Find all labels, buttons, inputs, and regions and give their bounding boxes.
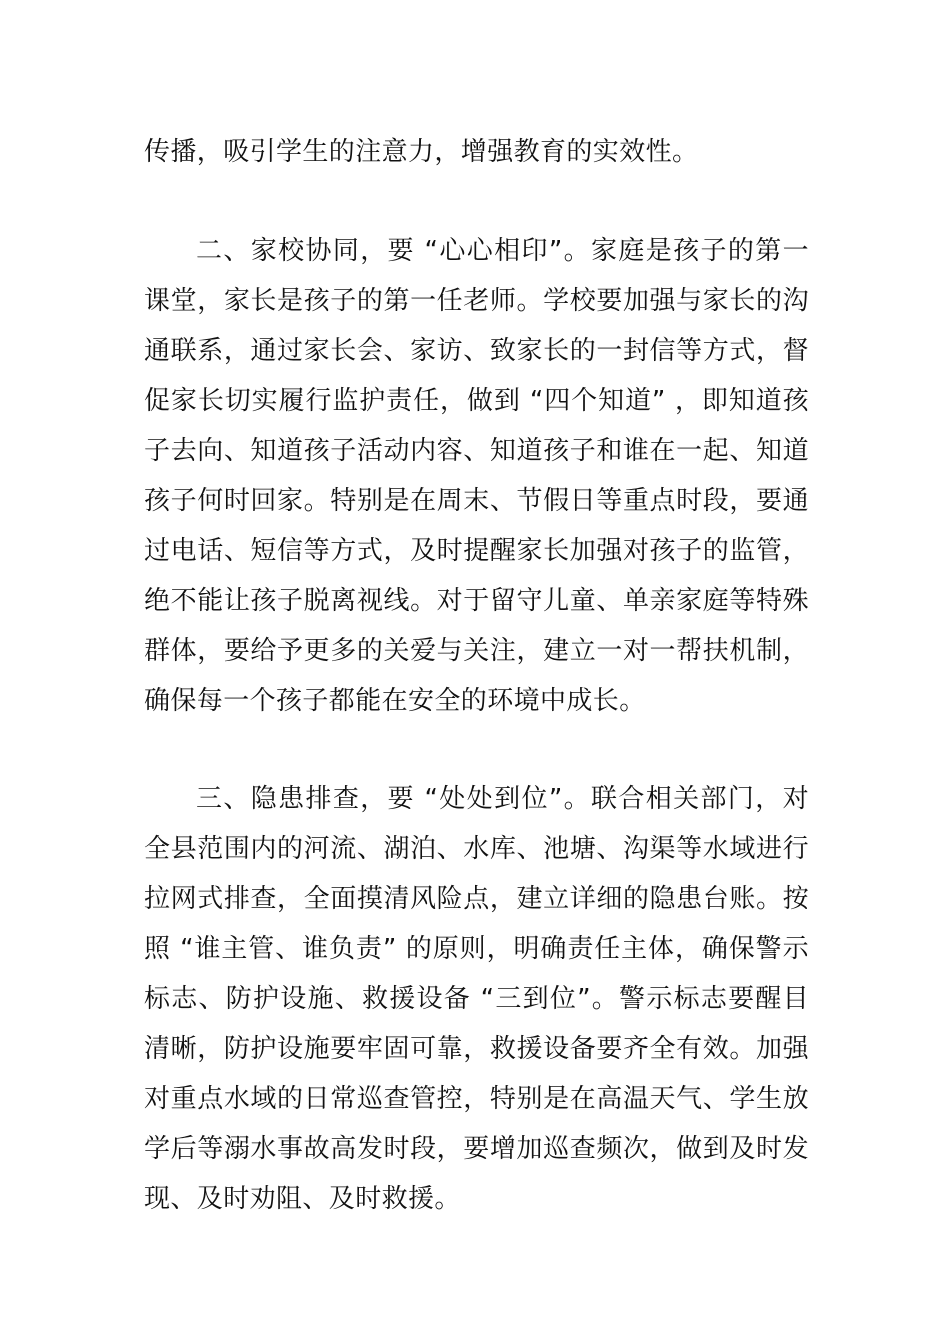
- paragraph-continuation: [144, 127, 809, 177]
- text-line: 课堂，家长是孩子的第一任老师。学校要加强与家长的沟: [144, 286, 809, 316]
- text-line: 子去向、知道孩子活动内容、知道孩子和谁在一起、知道: [144, 436, 809, 466]
- text-line: 三、隐患排查，要 “处处到位”。联合相关部门，对: [196, 784, 809, 814]
- text-line: 确保每一个孩子都能在安全的环境中成长。: [144, 686, 646, 716]
- text-line: 拉网式排查，全面摸清风险点，建立详细的隐患台账。按: [144, 884, 809, 914]
- paragraph-home-school-cooperation: [144, 226, 809, 726]
- text-line: 标志、防护设施、救援设备 “三到位”。警示标志要醒目: [144, 984, 809, 1014]
- text-line: 对重点水域的日常巡查管控，特别是在高温天气、学生放: [144, 1084, 809, 1114]
- text-line: 传播，吸引学生的注意力，增强教育的实效性。: [144, 137, 699, 167]
- text-line: 二、家校协同，要 “心心相印”。家庭是孩子的第一: [196, 236, 809, 266]
- text-line: 孩子何时回家。特别是在周末、节假日等重点时段，要通: [144, 486, 809, 516]
- text-line: 通联系，通过家长会、家访、致家长的一封信等方式，督: [144, 336, 809, 366]
- text-line: 过电话、短信等方式，及时提醒家长加强对孩子的监管，: [144, 536, 809, 566]
- text-line: 群体，要给予更多的关爱与关注，建立一对一帮扶机制，: [144, 636, 809, 666]
- text-line: 学后等溺水事故高发时段，要增加巡查频次，做到及时发: [144, 1134, 809, 1164]
- text-line: 全县范围内的河流、湖泊、水库、池塘、沟渠等水域进行: [144, 834, 809, 864]
- text-line: 清晰，防护设施要牢固可靠，救援设备要齐全有效。加强: [144, 1034, 809, 1064]
- text-line: 照 “谁主管、谁负责” 的原则，明确责任主体，确保警示: [144, 934, 809, 964]
- paragraph-hazard-inspection: [144, 774, 809, 1224]
- text-line: 促家长切实履行监护责任，做到 “四个知道” ，即知道孩: [144, 386, 809, 416]
- text-line: 绝不能让孩子脱离视线。对于留守儿童、单亲家庭等特殊: [144, 586, 809, 616]
- text-line: 现、及时劝阻、及时救援。: [144, 1184, 461, 1214]
